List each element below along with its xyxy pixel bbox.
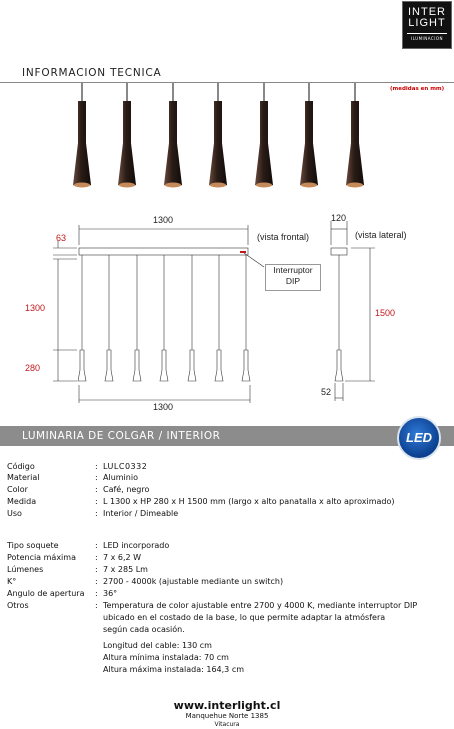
dip-switch-callout: [265, 264, 321, 291]
dim-total-height: 1300: [25, 303, 46, 313]
spec-key: Tipo soquete: [7, 541, 59, 550]
category-title: LUMINARIA DE COLGAR / INTERIOR: [22, 430, 221, 442]
spec-key: Potencia máxima: [7, 553, 76, 562]
spec-value-continued: ubicado en el costado de la base, lo que permite adaptar la atmósfera: [103, 613, 386, 622]
spec-key: Otros: [7, 601, 29, 610]
spec-key: Material: [7, 473, 40, 482]
footer-address: Manquehue Norte 1385: [185, 712, 269, 720]
spec-key: Código: [7, 462, 35, 471]
lamp-head-drawing: [78, 350, 86, 381]
section-title: INFORMACION TECNICA: [22, 67, 162, 79]
dim-bottom-width: 1300: [153, 402, 174, 412]
pendant-lamp-3: [164, 83, 182, 188]
callout-line2: DIP: [285, 276, 301, 286]
spec-value: 2700 - 4000k (ajustable mediante un switch): [103, 577, 284, 586]
pendant-lamp-5: [255, 83, 273, 188]
dim-side-width: 120: [331, 213, 347, 223]
brand-logo: [402, 1, 452, 49]
spec-value: LED incorporado: [103, 541, 170, 550]
pendant-lamp-6: [300, 83, 318, 188]
pendant-lamp-7: [346, 83, 364, 188]
min-install-height: Altura mínima instalada: 70 cm: [103, 653, 229, 662]
spec-value: Temperatura de color ajustable entre 2700 y 4000 K, mediante interruptor DIP: [103, 601, 418, 610]
spec-value: Aluminio: [103, 473, 138, 482]
callout-line1: Interruptor: [273, 265, 313, 275]
label-side-view: (vista lateral): [355, 230, 407, 240]
spec-value: 7 x 285 Lm: [103, 565, 148, 574]
canopy-side: [331, 248, 347, 255]
brand-line1: INTER: [408, 6, 446, 18]
brand-tagline: ILUMINACION: [407, 33, 447, 41]
footer-website-link[interactable]: www.interlight.cl: [173, 699, 281, 712]
spec-key: Uso: [7, 509, 22, 518]
spec-value-continued: según cada ocasión.: [103, 625, 185, 634]
spec-value: LULC0332: [103, 462, 148, 471]
pendant-lamp-1: [73, 83, 91, 188]
canopy-front: [79, 248, 248, 255]
spec-value: Interior / Dimeable: [103, 509, 179, 518]
spec-key: K°: [7, 577, 17, 586]
footer-city: Vitacura: [214, 721, 240, 728]
pendant-lamp-2: [118, 83, 136, 188]
brand-line2: LIGHT: [408, 17, 446, 29]
spec-value: 7 x 6,2 W: [103, 553, 142, 562]
spec-key: Lúmenes: [7, 565, 44, 574]
dim-canopy-height: 63: [56, 233, 67, 243]
label-front-view: (vista frontal): [257, 232, 310, 242]
spec-key: Medida: [7, 497, 37, 506]
product-photo: [0, 83, 454, 198]
max-install-height: Altura máxima instalada: 164,3 cm: [103, 665, 245, 674]
dim-lamp-height: 280: [25, 363, 41, 373]
cable-length: Longitud del cable: 130 cm: [103, 641, 212, 650]
led-badge-icon: LED: [397, 416, 441, 460]
spec-value: Café, negro: [103, 485, 150, 494]
dim-side-lamp-width: 52: [321, 387, 332, 397]
spec-key: Angulo de apertura: [7, 589, 85, 598]
dim-top-width: 1300: [153, 215, 174, 225]
units-note: (medidas en mm): [390, 86, 445, 92]
spec-value: L 1300 x HP 280 x H 1500 mm (largo x alto panatalla x alto aproximado): [103, 497, 395, 506]
pendant-lamp-4: [209, 83, 227, 188]
spec-key: Color: [7, 485, 28, 494]
spec-value: 36°: [103, 589, 118, 598]
dim-side-height: 1500: [375, 308, 396, 318]
